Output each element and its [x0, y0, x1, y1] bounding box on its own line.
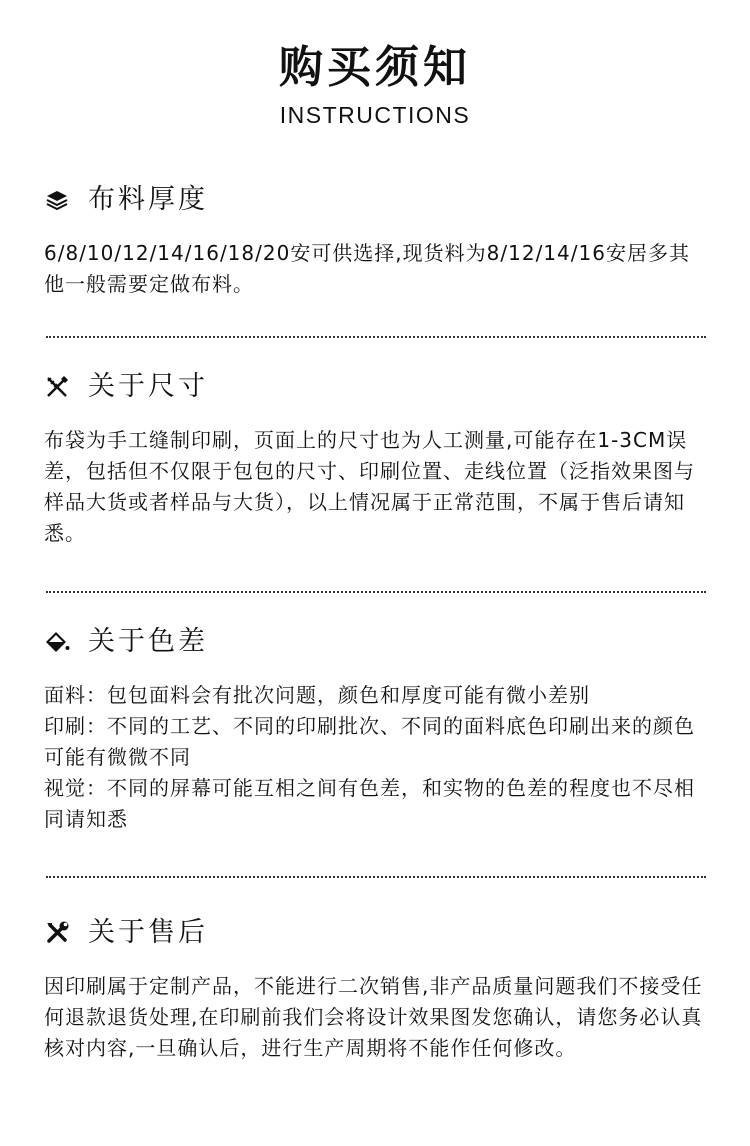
section-title: 关于色差: [88, 626, 208, 657]
section-title: 关于售后: [88, 917, 208, 948]
section-body: [44, 425, 708, 549]
tools-icon: [44, 920, 70, 946]
section-header: [44, 913, 708, 953]
layers-icon: [44, 187, 70, 213]
section-header: [44, 180, 708, 220]
section-title: 关于尺寸: [88, 371, 208, 402]
section-header: [44, 367, 708, 407]
paragraph: 因印刷属于定制产品，不能进行二次销售,非产品质量问题我们不接受任何退款退货处理,在印刷前我们会将设计效果图发您确认，请您务必认真核对内容,一旦确认后，进行生产周期将不能作任何修改。: [44, 974, 703, 1060]
section-body: [44, 971, 708, 1064]
paragraph: 印刷：不同的工艺、不同的印刷批次、不同的面料底色印刷出来的颜色可能有微微不同: [44, 714, 695, 769]
section-size: [44, 367, 708, 549]
dotted-divider: [46, 336, 706, 338]
dotted-divider: [46, 591, 706, 593]
page-title: 购买须知: [279, 42, 471, 93]
section-header: [44, 622, 708, 662]
section-body: [44, 680, 708, 835]
section-fabric-thickness: [44, 180, 708, 300]
paragraph: 布袋为手工缝制印刷，页面上的尺寸也为人工测量,可能存在1-3CM误差，包括但不仅限于包包的尺寸、印刷位置、走线位置（泛指效果图与样品大货或者样品与大货），以上情况属于正常范围，不属于售后请知悉。: [44, 428, 695, 545]
header: [0, 38, 750, 130]
page-subtitle: INSTRUCTIONS: [279, 102, 471, 128]
dotted-divider: [46, 876, 706, 878]
section-after-sales: [44, 913, 708, 1064]
paragraph: 面料：包包面料会有批次问题，颜色和厚度可能有微小差别: [44, 683, 590, 707]
ruler-pencil-icon: [44, 374, 70, 400]
section-title: 布料厚度: [88, 184, 208, 215]
paint-bucket-icon: [44, 629, 70, 655]
section-body: [44, 238, 708, 300]
paragraph: 视觉：不同的屏幕可能互相之间有色差，和实物的色差的程度也不尽相同请知悉: [44, 776, 695, 831]
paragraph: 6/8/10/12/14/16/18/20安可供选择,现货料为8/12/14/16安居多其他一般需要定做布料。: [44, 241, 690, 296]
section-color-difference: [44, 622, 708, 835]
